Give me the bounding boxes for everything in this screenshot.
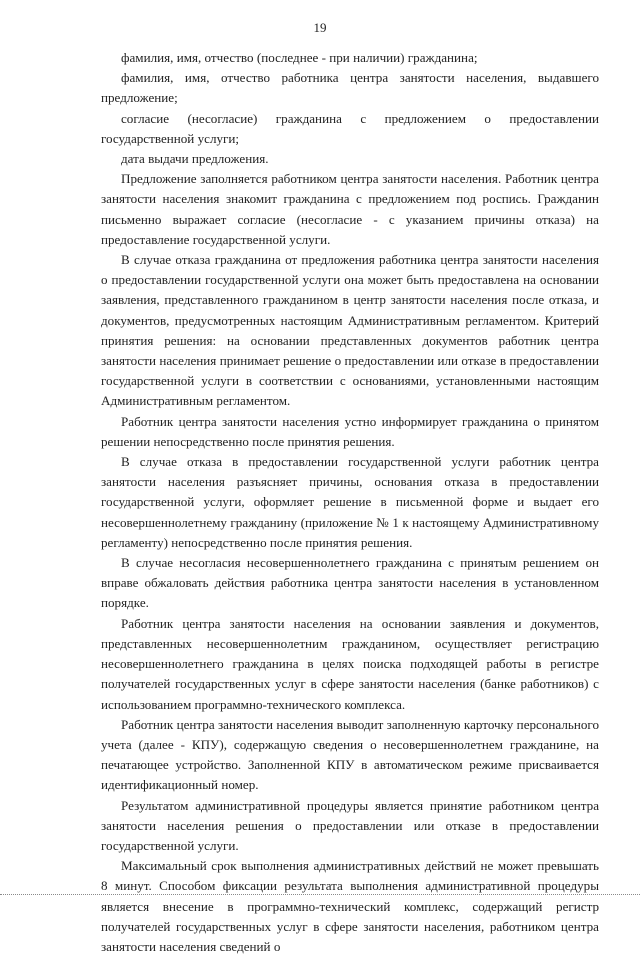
- paragraph: согласие (несогласие) гражданина с предложением о предоставлении государственной услуги;: [101, 110, 599, 146]
- paragraph: Работник центра занятости населения устно информирует гражданина о принятом решении непосредственно после принятия решения.: [101, 413, 599, 449]
- paragraph: Работник центра занятости населения выводит заполненную карточку персонального учета (далее - КПУ), содержащую сведения о несовершеннолетнем гражданине, на печатающее устройство. Заполненной КПУ в автоматическом режиме присваивается идентификационный номер.: [101, 716, 599, 793]
- paragraph: В случае отказа гражданина от предложения работника центра занятости населения о предоставлении государственной услуги она может быть предоставлена на основании заявления, представленного гражданином в центр занятости населения после отказа, и документов, предусмотренных настоящим Административным регламентом. Критерий принятия решения: на основании представленных документов работник центра занятости населения принимает решение о предоставлении или отказе в предоставлении государственной услуги в соответствии с основаниями, установленными настоящим Административным регламентом.: [101, 252, 599, 409]
- paragraph: фамилия, имя, отчество работника центра занятости населения, выдавшего предложение;: [101, 70, 599, 106]
- paragraph: В случае несогласия несовершеннолетнего гражданина с принятым решением он вправе обжаловать действия работника центра занятости населения в установленном порядке.: [101, 555, 599, 611]
- paragraph: Максимальный срок выполнения административных действий не может превышать 8 минут. Способом фиксации результата выполнения административной процедуры является внесение в программно-технический комплекс, содержащий регистр получателей государственных услуг в сфере занятости населения, работником центра занятости населения сведений о: [101, 858, 599, 954]
- paragraph: Предложение заполняется работником центра занятости населения. Работник центра занятости населения знакомит гражданина с предложением под роспись. Гражданин письменно выражает согласие (несогласие - с указанием причины отказа) на предоставление государственной услуги.: [101, 171, 599, 247]
- paragraph: Работник центра занятости населения на основании заявления и документов, представленных несовершеннолетним гражданином, осуществляет регистрацию несовершеннолетнего гражданина в целях поиска подходящей работы в регистре получателей государственных услуг в сфере занятости населения (банке работников) с использованием программно-технического комплекса.: [101, 615, 599, 712]
- paragraph: дата выдачи предложения.: [121, 151, 269, 167]
- paragraph: фамилия, имя, отчество (последнее - при наличии) гражданина;: [121, 50, 478, 65]
- page-number: 19: [313, 20, 327, 35]
- paragraph: Результатом административной процедуры является принятие работником центра занятости населения решения о предоставлении или отказе в предоставлении государственной услуги.: [101, 797, 599, 853]
- bottom-divider: [0, 894, 640, 895]
- document-body: [101, 48, 599, 957]
- paragraph: В случае отказа в предоставлении государственной услуги работник центра занятости населения разъясняет причины, основания отказа в предоставлении государственной услуги, оформляет решение в письменной форме и выдает его несовершеннолетнему гражданину (приложение № 1 к настоящему Административному регламенту) непосредственно после принятия решения.: [101, 454, 599, 550]
